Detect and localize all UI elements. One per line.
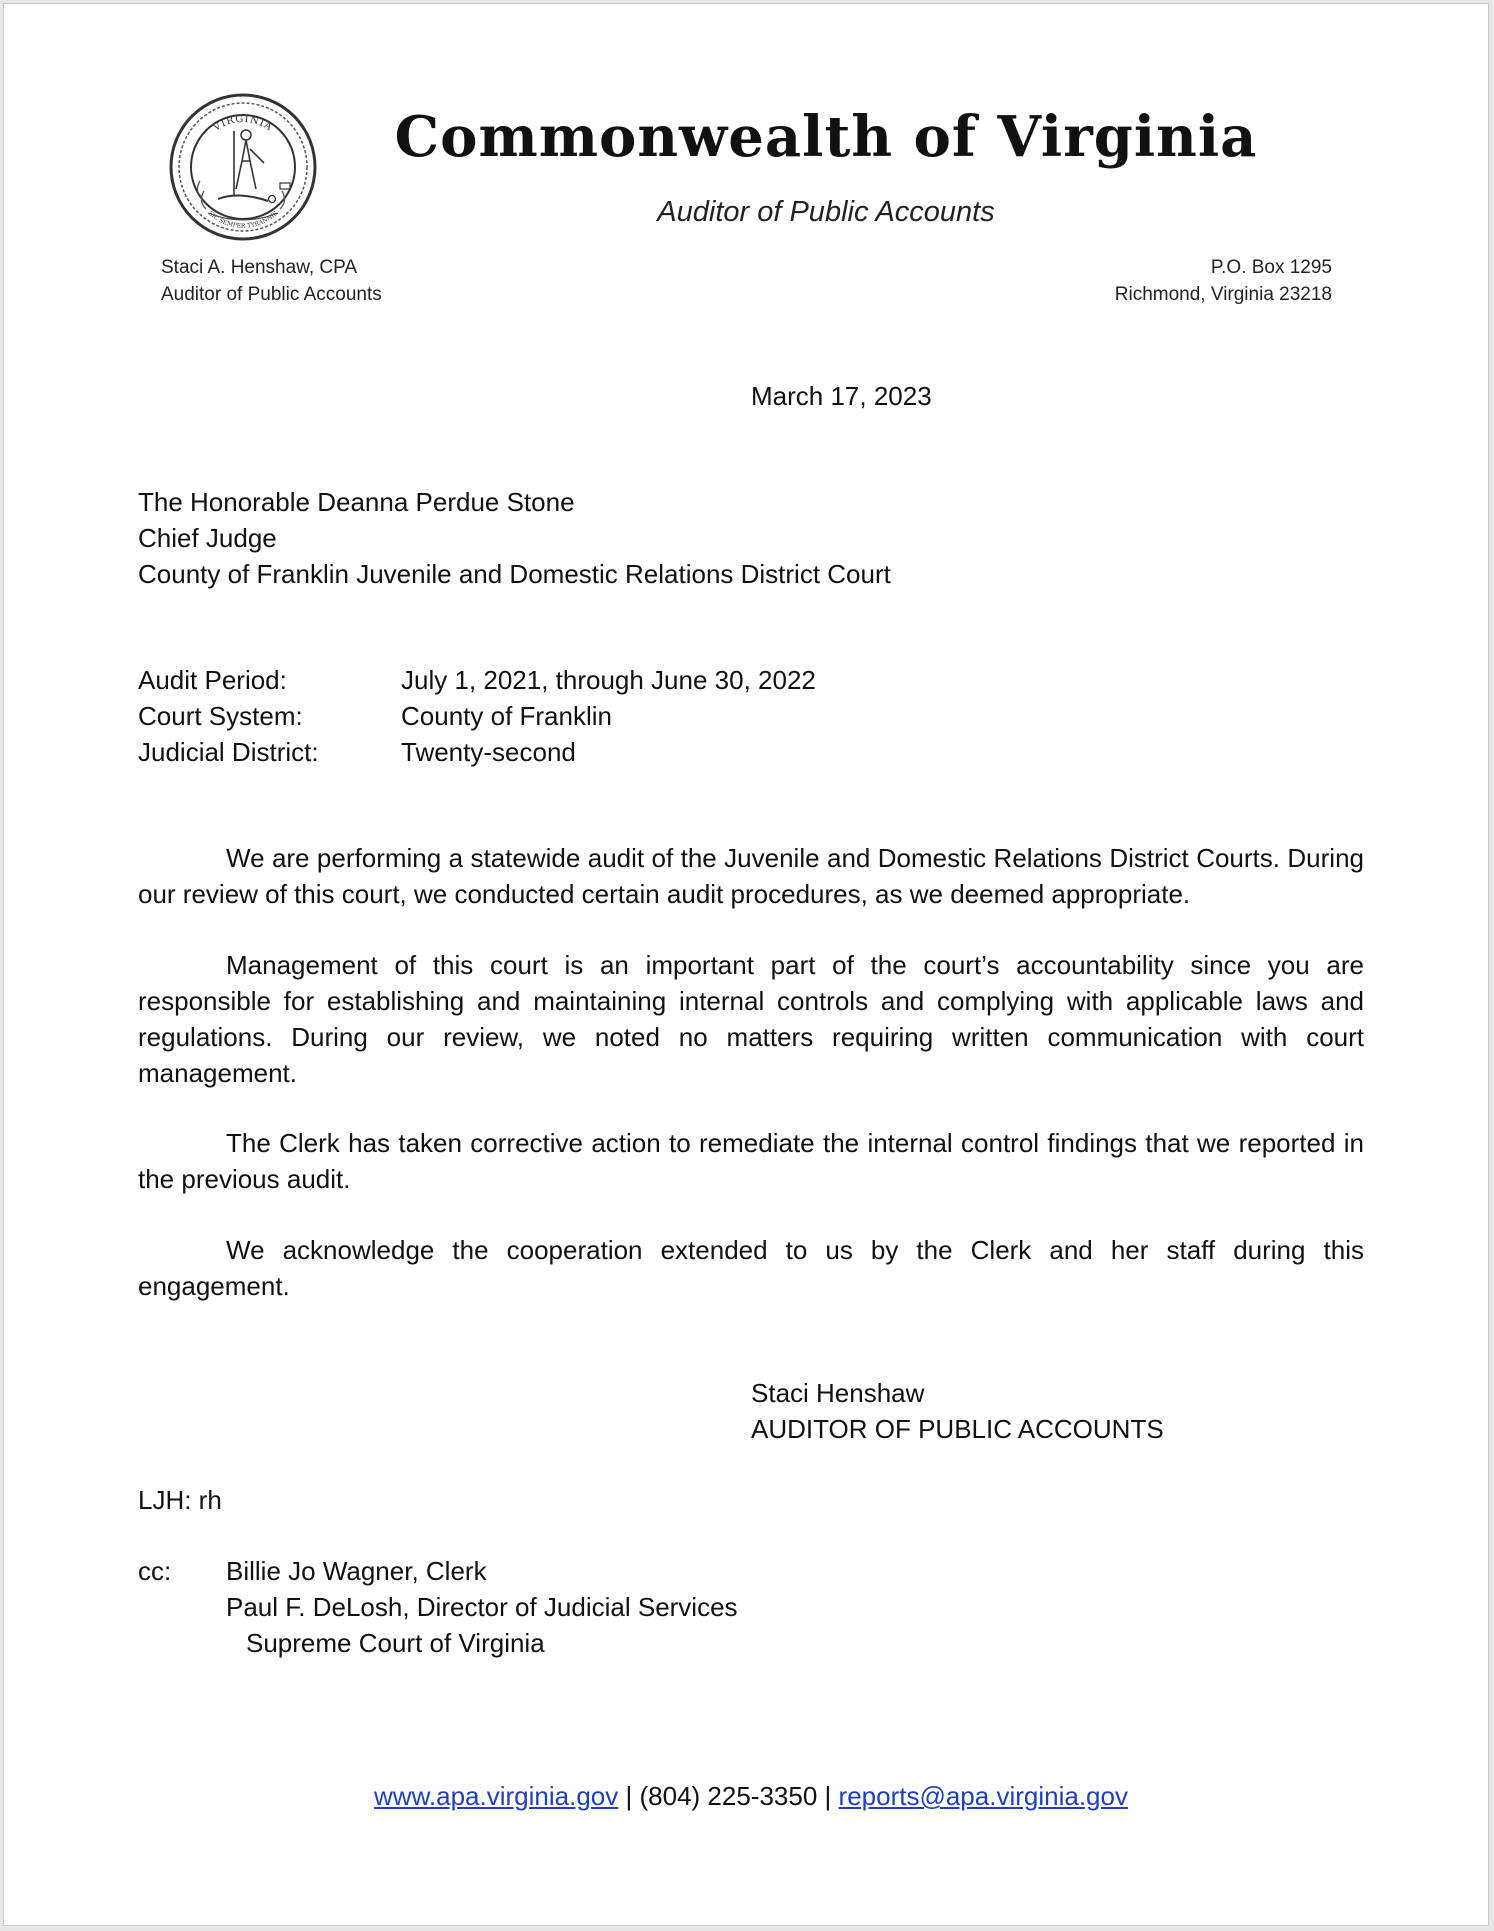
auditor-name: Staci A. Henshaw, CPA bbox=[161, 257, 358, 278]
body-paragraph: The Clerk has taken corrective action to remediate the internal control findings that we reported in the previous audit. bbox=[138, 1128, 1364, 1194]
addressee-line: Chief Judge bbox=[138, 523, 277, 553]
reference-initials: LJH: rh bbox=[138, 1485, 222, 1515]
footer-contact bbox=[4, 1781, 1494, 1812]
letter-date: March 17, 2023 bbox=[751, 381, 932, 411]
seal-motto: SIC SEMPER TYRANNIS bbox=[206, 209, 280, 230]
audit-info-row bbox=[138, 734, 816, 770]
cc-recipient: Billie Jo Wagner, Clerk bbox=[226, 1556, 487, 1586]
footer-separator: | bbox=[824, 1781, 832, 1811]
footer-separator: | bbox=[625, 1781, 633, 1811]
cc-block bbox=[138, 1553, 738, 1661]
signature-name: Staci Henshaw bbox=[751, 1378, 925, 1408]
phone-number: (804) 225-3350 bbox=[639, 1781, 818, 1811]
cc-recipient: Paul F. DeLosh, Director of Judicial Services bbox=[226, 1592, 738, 1622]
seal-text: VIRGINIA bbox=[211, 113, 275, 134]
body-paragraph: Management of this court is an important part of the court’s accountability since you are responsible for establishing and maintaining internal controls and complying with applicable laws and regulations. During our review, we noted no matters requiring written communication with court management. bbox=[138, 950, 1364, 1088]
audit-info-value: County of Franklin bbox=[401, 701, 612, 731]
website-link[interactable]: www.apa.virginia.gov bbox=[374, 1781, 619, 1811]
audit-info-label: Audit Period: bbox=[138, 665, 287, 695]
letterhead-subtitle: Auditor of Public Accounts bbox=[657, 196, 995, 228]
audit-info-block bbox=[138, 662, 816, 770]
letterhead-title: Commonwealth of Virginia bbox=[394, 104, 1258, 170]
email-link[interactable]: reports@apa.virginia.gov bbox=[838, 1781, 1128, 1811]
letter-page bbox=[3, 3, 1489, 1926]
body-paragraph: We are performing a statewide audit of the Juvenile and Domestic Relations District Courts. During our review of this court, we conducted certain audit procedures, as we deemed appropriate. bbox=[138, 843, 1364, 909]
audit-info-label: Judicial District: bbox=[138, 737, 319, 767]
audit-info-row bbox=[138, 698, 816, 734]
address-po-box: P.O. Box 1295 bbox=[1210, 257, 1332, 278]
address-city: Richmond, Virginia 23218 bbox=[1114, 284, 1332, 305]
audit-info-value: July 1, 2021, through June 30, 2022 bbox=[401, 665, 816, 695]
letterhead-address-block bbox=[1115, 254, 1332, 308]
addressee-block bbox=[138, 484, 891, 592]
cc-label: cc: bbox=[138, 1556, 172, 1586]
signature-block bbox=[751, 1375, 1164, 1447]
audit-info-value: Twenty-second bbox=[401, 737, 576, 767]
addressee-line: County of Franklin Juvenile and Domestic Relations District Court bbox=[138, 559, 891, 589]
audit-info-row bbox=[138, 662, 816, 698]
body-paragraph: We acknowledge the cooperation extended to us by the Clerk and her staff during this engagement. bbox=[138, 1235, 1364, 1301]
audit-info-label: Court System: bbox=[138, 701, 303, 731]
auditor-title: Auditor of Public Accounts bbox=[161, 284, 382, 305]
signature-title: AUDITOR OF PUBLIC ACCOUNTS bbox=[751, 1414, 1164, 1444]
addressee-line: The Honorable Deanna Perdue Stone bbox=[138, 487, 575, 517]
letterhead-auditor-block bbox=[161, 254, 382, 308]
cc-recipient-sub: Supreme Court of Virginia bbox=[246, 1628, 545, 1658]
